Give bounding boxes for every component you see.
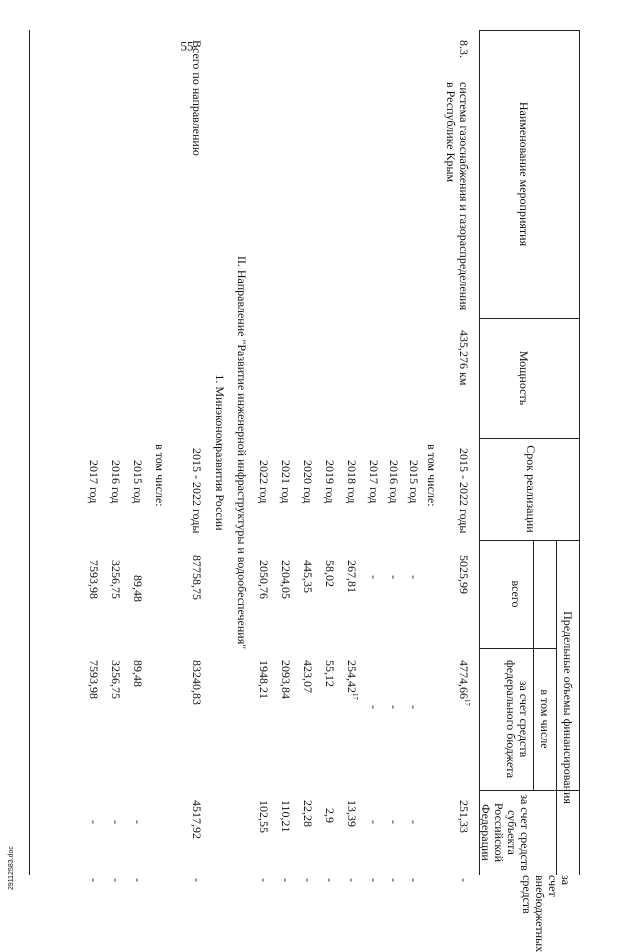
table-row-region: - — [407, 820, 421, 824]
item-region: 251,33 — [457, 800, 471, 833]
summary-period: 2015 - 2022 годы — [190, 448, 204, 534]
summary-row-extra: - — [131, 878, 145, 882]
ministry-title: 1. Минэкономразвития России — [213, 374, 227, 531]
table-row-federal: 254,42$^{17}$ — [345, 660, 359, 700]
summary-name: Всего по направлению — [190, 40, 204, 156]
table-row-extra: - — [279, 878, 293, 882]
header-name: Наименование мероприятия — [517, 101, 531, 247]
footer-doc-code: 29112583.doc — [8, 846, 15, 890]
header-including: в том числе — [538, 689, 552, 749]
summary-row-federal: 3256,75 — [109, 660, 123, 699]
item-federal: 4774,66$^{17}$ — [457, 660, 471, 706]
table-row-federal: - — [407, 705, 421, 709]
table-row-extra: - — [301, 878, 315, 882]
header-region: за счет средств субъекта Российской Федерации — [479, 794, 532, 871]
header-total: всего — [509, 580, 523, 608]
item-incl-label: в том числе: — [425, 444, 439, 507]
table-row-federal: 423,07 — [301, 660, 315, 693]
table-row-total: 2204,05 — [279, 560, 293, 599]
summary-total: 87758,75 — [190, 555, 204, 600]
table-row-total: 445,35 — [301, 560, 315, 593]
table-row-year: 2019 год — [323, 460, 337, 504]
table-row-extra: - — [387, 878, 401, 882]
table-row-region: 2,9 — [323, 808, 337, 823]
table-row-year: 2015 год — [407, 460, 421, 504]
table-row-total: 58,02 — [323, 560, 337, 587]
table-row-total: - — [407, 575, 421, 579]
table-row-region: 102,55 — [257, 800, 271, 833]
section-title: II. Направление "Развитие инженерной инфраструктуры и водообеспечения" — [235, 255, 249, 650]
table-row-year: 2017 год — [367, 460, 381, 504]
table-row-region: - — [367, 820, 381, 824]
summary-row-year: 2017 год — [87, 460, 101, 504]
header-federal: за счет средств федерального бюджета — [504, 659, 531, 779]
rotated-page: 55 Наименование мероприятия Мощность Срок реализации всего Предельные объемы финансирования в том числе за счет средств федерального бюджета за счет средств субъекта Российской Федерации за счет внебюджетных средств 8.3. система газоснабжения и газораспределения в Республике Крым 435,276 км 2015 - 2022 годы 5025,99 4774,66$^{17}$ 251,33 - в том числе: 2015 год - - - - 2016 год - - - - 2017 год - - - - 2018 год 267,81 254,42$^{17}$ 13,39 - 2019 год 58,02 55,12 2,9 - 2020 год 445,35 423,07 22,28 - 2021 год 2204,05 2093,84 110,21 - 2022 год 2050,76 1948,21 102,55 - II. Направление "Развитие инженерной инфраструктуры и водообеспечения" 1. Минэкономразвития России Всего по направлению 2015 - 2022 годы 87758,75 83240,83 4517,92 - в том числе: 2015 год 89,48 89,48 - - 2016 год 3256,75 3256,75 - - 2017 год 7593,98 7593,98 - - — [0, 0, 640, 905]
table-row-total: 2050,76 — [257, 560, 271, 599]
summary-row-federal: 7593,98 — [87, 660, 101, 699]
table-row-year: 2018 год — [345, 460, 359, 504]
summary-row-year: 2016 год — [109, 460, 123, 504]
table-row-region: 13,39 — [345, 800, 359, 827]
item-period: 2015 - 2022 годы — [457, 448, 471, 534]
table-row-extra: - — [323, 878, 337, 882]
item-name: система газоснабжения и газораспределения в Республике Крым — [444, 82, 471, 311]
table-row-federal: 1948,21 — [257, 660, 271, 699]
summary-row-federal: 89,48 — [131, 660, 145, 687]
table-row-total: - — [387, 575, 401, 579]
summary-region: 4517,92 — [190, 800, 204, 839]
limits-under-line — [556, 540, 557, 875]
table-row-year: 2021 год — [279, 460, 293, 504]
summary-row-total: 3256,75 — [109, 560, 123, 599]
summary-row-region: - — [109, 820, 123, 824]
table-row-year: 2020 год — [301, 460, 315, 504]
item-total: 5025,99 — [457, 555, 471, 594]
table-row-year: 2016 год — [387, 460, 401, 504]
header-bottom-line — [479, 30, 480, 875]
table-row-extra: - — [407, 878, 421, 882]
header-period: Срок реализации — [524, 445, 538, 533]
table-bottom-line — [29, 30, 30, 875]
table-row-extra: - — [345, 878, 359, 882]
summary-incl-label: в том числе: — [153, 444, 167, 507]
table-row-year: 2022 год — [257, 460, 271, 504]
table-row-federal: 55,12 — [323, 660, 337, 687]
summary-extra: - — [190, 878, 204, 882]
summary-row-extra: - — [87, 878, 101, 882]
table-row-total: - — [367, 575, 381, 579]
header-limits: Предельные объемы финансирования — [561, 611, 575, 804]
summary-row-region: - — [87, 820, 101, 824]
table-row-federal: 2093,84 — [279, 660, 293, 699]
summary-row-total: 7593,98 — [87, 560, 101, 599]
page-number: 55 — [180, 38, 194, 54]
col-line-1 — [480, 318, 580, 319]
summary-federal: 83240,83 — [190, 660, 204, 705]
table-row-region: 110,21 — [279, 800, 293, 833]
table-row-federal: - — [367, 705, 381, 709]
summary-row-extra: - — [109, 878, 123, 882]
col-line-capacity — [480, 30, 580, 31]
header-capacity: Мощность — [517, 350, 531, 406]
table-top-line — [579, 30, 580, 875]
table-row-extra: - — [257, 878, 271, 882]
summary-row-year: 2015 год — [131, 460, 145, 504]
table-row-extra: - — [367, 878, 381, 882]
incl-under-line — [533, 540, 534, 790]
item-capacity: 435,276 км — [457, 330, 471, 386]
table-row-federal: - — [387, 705, 401, 709]
summary-row-total: 89,48 — [131, 575, 145, 602]
item-number: 8.3. — [457, 40, 471, 58]
table-row-total: 267,81 — [345, 560, 359, 593]
table-row-region: 22,28 — [301, 800, 315, 827]
table-row-region: - — [387, 820, 401, 824]
summary-row-region: - — [131, 820, 145, 824]
item-extra: - — [457, 878, 471, 882]
